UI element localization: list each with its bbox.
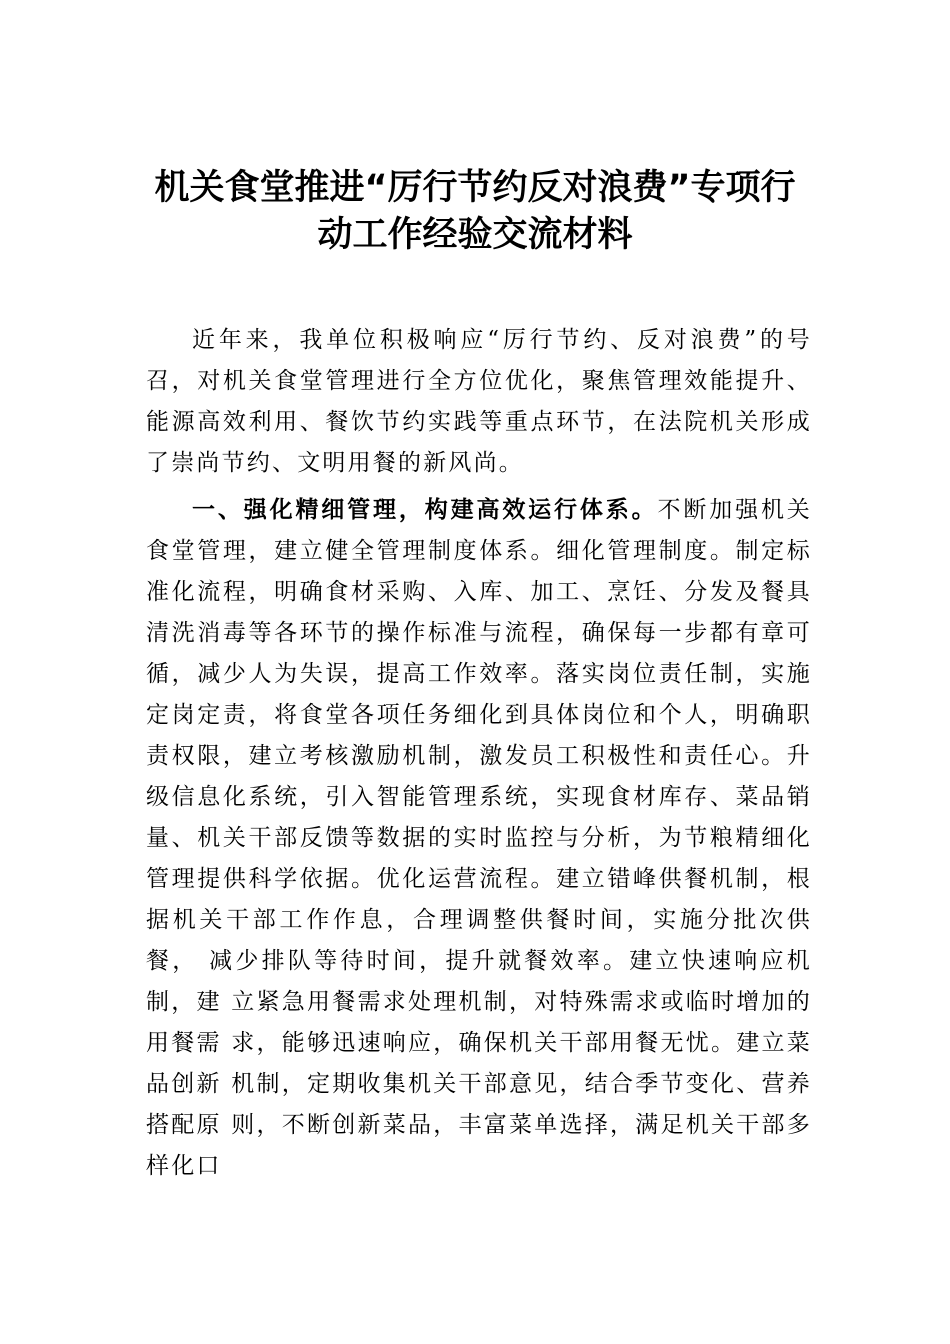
document-body [146, 320, 812, 1187]
section-one-text: 不断加强机关食堂管理，建立健全管理制度体系。细化管理制度。制定标准化流程，明确食材采购、入库、加工、烹饪、分发及餐具清洗消毒等各环节的操作标准与流程，确保每一步都有章可循，减少人为失误，提高工作效率。落实岗位责任制，实施定岗定责，将食堂各项任务细化到具体岗位和个人，明确职责权限，建立考核激励机制，激发员工积极性和责任心。升级信息化系统，引入智能管理系统，实现食材库存、菜品销量、机关干部反馈等数据的实时监控与分析，为节粮精细化管理提供科学依据。优化运营流程。建立错峰供餐机制，根据机关干部工作作息，合理调整供餐时间，实施分批次供餐， 减少排队等待时间，提升就餐效率。建立快速响应机制，建 立紧急用餐需求处理机制，对特殊需求或临时增加的用餐需 求，能够迅速响应，确保机关干部用餐无忧。建立菜品创新 机制，定期收集机关干部意见，结合季节变化、营养搭配原 则，不断创新菜品，丰富菜单选择，满足机关干部多样化口 [146, 497, 813, 1179]
section-one-paragraph [146, 490, 812, 1187]
title-line-2: 动工作经验交流材料 [317, 215, 633, 255]
title-line-1: 机关食堂推进“厉行节约反对浪费”专项行 [154, 168, 796, 208]
section-one-heading: 一、强化精细管理，构建高效运行体系。 [192, 497, 658, 523]
intro-paragraph-text: 近年来，我单位积极响应“厉行节约、反对浪费”的号召，对机关食堂管理进行全方位优化，聚焦管理效能提升、能源高效利用、餐饮节约实践等重点环节，在法院机关形成了崇尚节约、文明用餐的新风尚。 [146, 327, 812, 476]
document-title [100, 165, 850, 259]
intro-paragraph [146, 320, 812, 484]
